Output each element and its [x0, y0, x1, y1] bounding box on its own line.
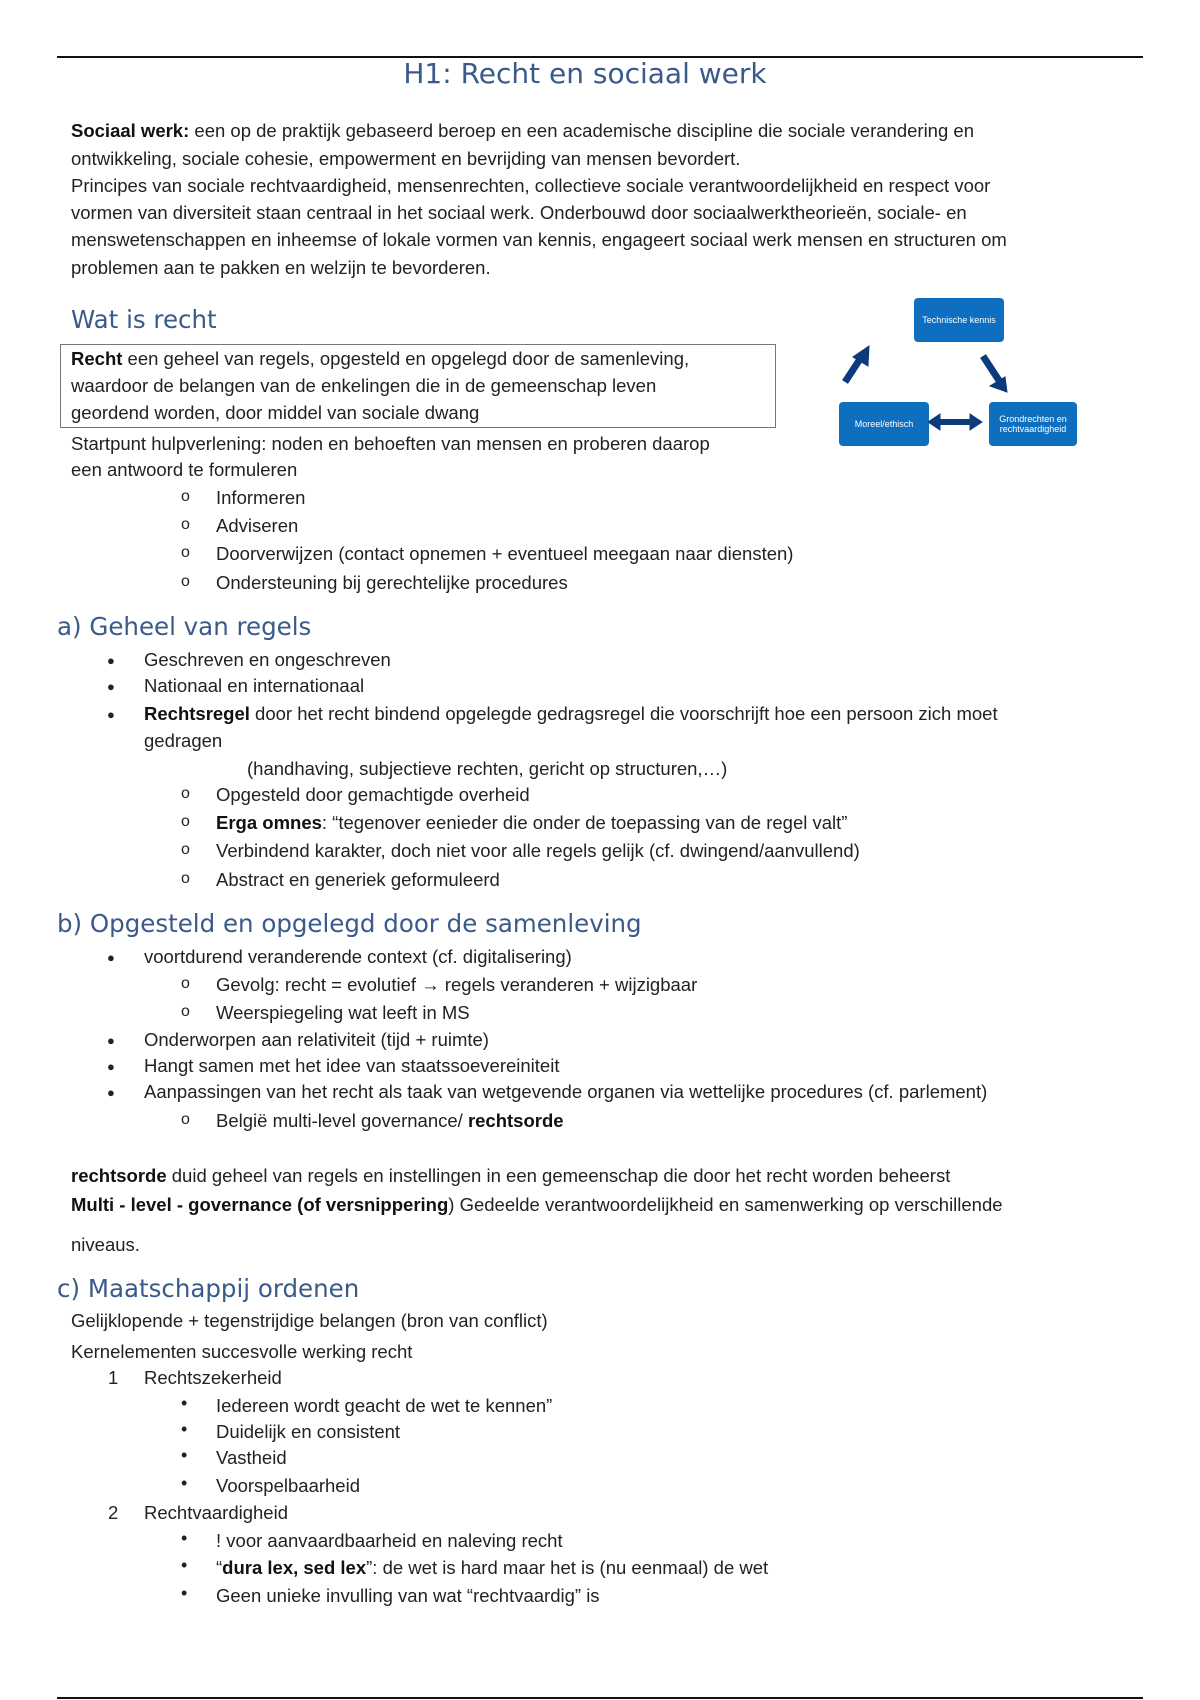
bottom-rule	[57, 1697, 1143, 1699]
parenthetical-note: (handhaving, subjectieve rechten, gericht op structuren,…)	[247, 758, 728, 779]
definition-line-2: waardoor de belangen van de enkelingen die in de gemeenschap leven	[71, 375, 657, 396]
list-item: Rechtsregel door het recht bindend opgelegde gedragsregel die voorschrijft hoe een persoon zich moet	[144, 703, 998, 724]
intro-line-5: menswetenschappen en inheemse of lokale vormen van kennis, engageert sociaal werk mensen en structuren om	[71, 229, 1007, 250]
arrow-icon	[983, 356, 1007, 392]
list-number: 1	[108, 1367, 119, 1388]
intro-line-1: Sociaal werk: een op de praktijk gebaseerd beroep en een academische discipline die sociale verandering en	[71, 120, 974, 141]
list-item: Aanpassingen van het recht als taak van wetgevende organen via wettelijke procedures (cf. parlement)	[144, 1081, 988, 1102]
list-number: 2	[108, 1502, 119, 1523]
list-item: Nationaal en internationaal	[144, 675, 365, 696]
list-item: Doorverwijzen (contact opnemen + eventueel meegaan naar diensten)	[216, 543, 794, 564]
list-item: Geen unieke invulling van wat “rechtvaardig” is	[216, 1585, 600, 1606]
list-item: Rechtszekerheid	[144, 1367, 282, 1388]
definition-multi-level: Multi - level - governance (of versnippering) Gedeelde verantwoordelijkheid en samenwerking op verschillende	[71, 1194, 1003, 1215]
startpunt-line-1: Startpunt hulpverlening: noden en behoeften van mensen en proberen daarop	[71, 433, 710, 454]
definition-rechtsorde: rechtsorde duid geheel van regels en instellingen in een gemeenschap die door het recht worden beheerst	[71, 1165, 951, 1186]
list-item: Gevolg: recht = evolutief → regels veranderen + wijzigbaar	[216, 974, 698, 995]
intro-line-4: vormen van diversiteit staan centraal in het sociaal werk. Onderbouwd door sociaalwerktheorieën, sociale- en	[71, 202, 967, 223]
diagram-node-top: Technische kennis	[914, 298, 1004, 342]
list-item: Adviseren	[216, 515, 299, 536]
list-item: Vastheid	[216, 1447, 287, 1468]
list-item-continuation: gedragen	[144, 730, 223, 751]
list-item: Erga omnes: “tegenover eenieder die onder de toepassing van de regel valt”	[216, 812, 848, 833]
paragraph-line: Kernelementen succesvolle werking recht	[71, 1341, 413, 1362]
diagram-arrows	[820, 290, 1090, 460]
intro-line-3: Principes van sociale rechtvaardigheid, mensenrechten, collectieve sociale verantwoordelijkheid en respect voor	[71, 175, 991, 196]
list-item: Duidelijk en consistent	[216, 1421, 401, 1442]
list-item: Hangt samen met het idee van staatssoevereiniteit	[144, 1055, 560, 1076]
heading-wat-is-recht: Wat is recht	[71, 305, 217, 334]
definition-multi-level-continuation: niveaus.	[71, 1234, 140, 1255]
intro-line-2: ontwikkeling, sociale cohesie, empowerment en bevrijding van mensen bevordert.	[71, 148, 741, 169]
heading-section-b: b) Opgesteld en opgelegd door de samenleving	[57, 909, 642, 938]
startpunt-line-2: een antwoord te formuleren	[71, 459, 298, 480]
arrow-icon	[845, 346, 869, 382]
list-item: ! voor aanvaardbaarheid en naleving recht	[216, 1530, 563, 1551]
list-item: voortdurend veranderende context (cf. digitalisering)	[144, 946, 572, 967]
list-item: Iedereen wordt geacht de wet te kennen”	[216, 1395, 553, 1416]
list-item: Geschreven en ongeschreven	[144, 649, 391, 670]
list-item: Weerspiegeling wat leeft in MS	[216, 1002, 470, 1023]
list-item: Onderworpen aan relativiteit (tijd + ruimte)	[144, 1029, 489, 1050]
list-item: België multi-level governance/ rechtsorde	[216, 1110, 564, 1131]
double-arrow-icon	[928, 414, 982, 430]
page-title: H1: Recht en sociaal werk	[403, 57, 767, 90]
list-item: Voorspelbaarheid	[216, 1475, 360, 1496]
list-item: Ondersteuning bij gerechtelijke procedures	[216, 572, 568, 593]
list-item: Rechtvaardigheid	[144, 1502, 288, 1523]
heading-section-a: a) Geheel van regels	[57, 612, 312, 641]
list-item: Informeren	[216, 487, 306, 508]
list-item: Verbindend karakter, doch niet voor alle regels gelijk (cf. dwingend/aanvullend)	[216, 840, 860, 861]
diagram-node-left: Moreel/ethisch	[839, 402, 929, 446]
definition-line-3: geordend worden, door middel van sociale dwang	[71, 402, 480, 423]
intro-line-6: problemen aan te pakken en welzijn te bevorderen.	[71, 257, 491, 278]
list-item: Opgesteld door gemachtigde overheid	[216, 784, 530, 805]
paragraph-line: Gelijklopende + tegenstrijdige belangen (bron van conflict)	[71, 1310, 548, 1331]
diagram-node-right: Grondrechten en rechtvaardigheid	[989, 402, 1077, 446]
list-item: Abstract en generiek geformuleerd	[216, 869, 500, 890]
list-item: “dura lex, sed lex”: de wet is hard maar het is (nu eenmaal) de wet	[216, 1557, 769, 1578]
definition-line-1: Recht een geheel van regels, opgesteld en opgelegd door de samenleving,	[71, 348, 690, 369]
heading-section-c: c) Maatschappij ordenen	[57, 1274, 360, 1303]
